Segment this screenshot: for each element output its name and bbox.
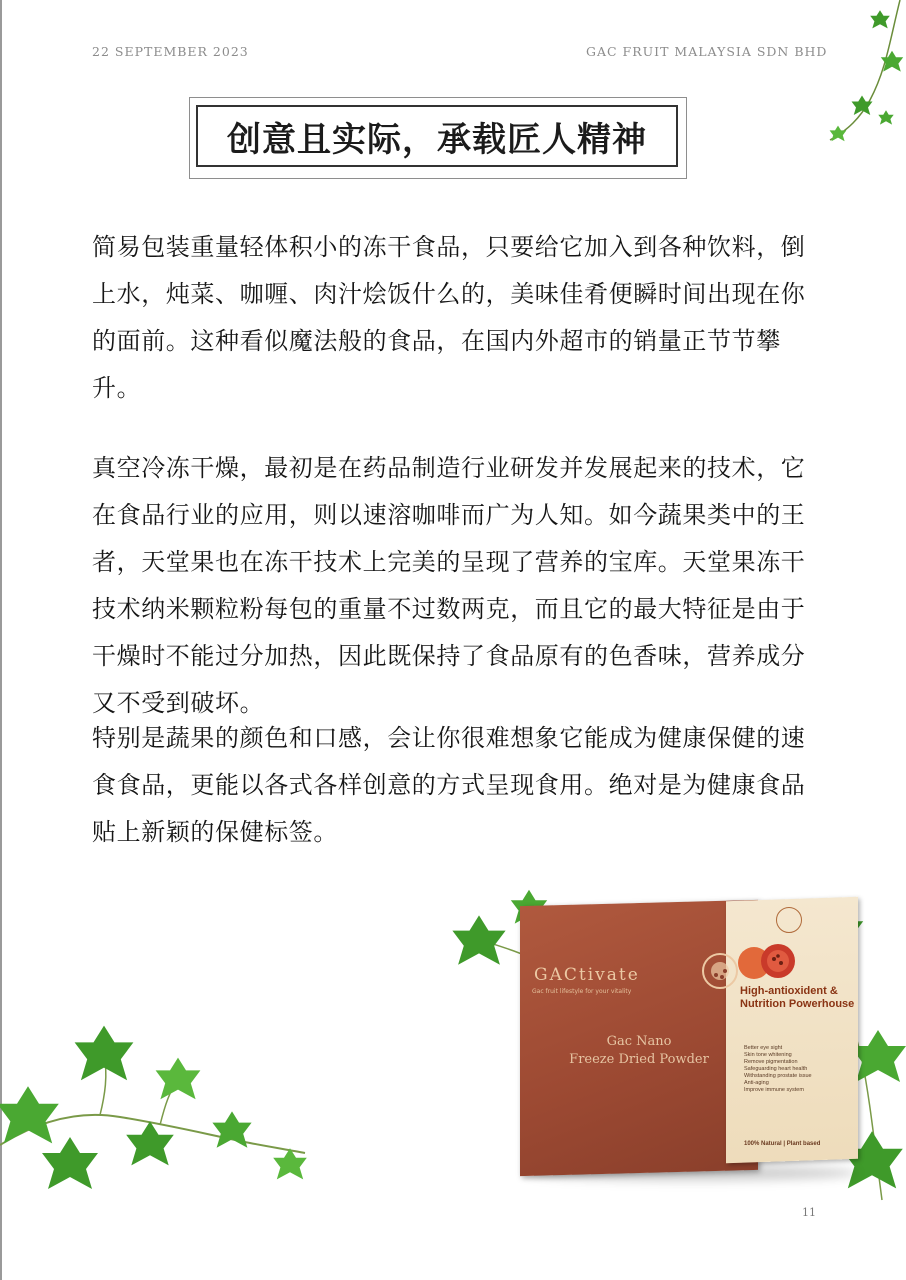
benefit-item: Withstanding prostate issue bbox=[744, 1073, 812, 1079]
ivy-leaf-icon bbox=[0, 1086, 59, 1143]
ivy-leaf-icon bbox=[830, 126, 847, 142]
benefit-item: Remove pigmentation bbox=[744, 1059, 798, 1065]
benefit-item: Better eye sight bbox=[744, 1045, 783, 1051]
product-brand: GACtivate bbox=[534, 965, 640, 985]
header-company: GAC FRUIT MALAYSIA SDN BHD bbox=[586, 44, 828, 59]
benefit-item: Anti-aging bbox=[744, 1080, 769, 1086]
product-box-side bbox=[726, 897, 858, 1164]
ivy-leaf-icon bbox=[126, 1121, 174, 1165]
benefit-item: Safeguarding heart health bbox=[744, 1066, 808, 1072]
product-box bbox=[510, 895, 870, 1185]
natural-label: 100% Natural | Plant based bbox=[744, 1141, 821, 1147]
ivy-bottom-left bbox=[0, 1025, 320, 1205]
title-frame bbox=[189, 97, 687, 179]
benefit-item: Skin tone whitening bbox=[744, 1052, 792, 1058]
ivy-leaf-icon bbox=[156, 1058, 201, 1100]
ivy-leaf-icon bbox=[42, 1137, 98, 1189]
ivy-leaf-icon bbox=[870, 10, 890, 28]
ivy-leaf-icon bbox=[75, 1026, 134, 1081]
ivy-top-right bbox=[820, 0, 906, 170]
gac-fruit-photo-icon bbox=[736, 939, 802, 983]
ivy-leaf-icon bbox=[878, 110, 893, 124]
product-name-line2: Freeze Dried Powder bbox=[569, 1052, 709, 1067]
paragraph-3: 特别是蔬果的颜色和口感，会让你很难想象它能成为健康保健的速食食品，更能以各式各样创意的方式呈现食用。绝对是为健康食品贴上新颖的保健标签。 bbox=[92, 724, 806, 846]
paragraph-2: 真空冷冻干燥，最初是在药品制造行业研发并发展起来的技术，它在食品行业的应用，则以速溶咖啡而广为人知。如今蔬果类中的王者，天堂果也在冻干技术上完美的呈现了营养的宝库。天堂果冻干技术纳米颗粒粉每包的重量不过数两克，而且它的最大特征是由于干燥时不能过分加热，因此既保持了食品原有的色香味，营养成分又不受到破坏。 bbox=[92, 454, 806, 717]
product-name bbox=[544, 1033, 734, 1069]
page-title: 创意且实际，承载匠人精神 bbox=[196, 105, 678, 167]
page-number: 11 bbox=[802, 1206, 816, 1219]
header-date: 22 SEPTEMBER 2023 bbox=[92, 44, 249, 59]
paragraph-1: 简易包装重量轻体积小的冻干食品，只要给它加入到各种饮料，倒上水，炖菜、咖喱、肉汁烩饭什么的，美味佳肴便瞬时间出现在你的面前。这种看似魔法般的食品，在国内外超市的销量正节节攀升。 bbox=[92, 233, 806, 402]
product-headline: High-antioxident & Nutrition Powerhouse bbox=[740, 985, 855, 1010]
benefit-list bbox=[744, 1045, 856, 1094]
product-name-line1: Gac Nano bbox=[606, 1034, 672, 1049]
ivy-leaf-icon bbox=[881, 51, 903, 72]
ivy-leaf-icon bbox=[452, 915, 505, 964]
quality-seal-icon bbox=[776, 907, 802, 933]
product-tagline: Gac fruit lifestyle for your vitality bbox=[532, 988, 632, 995]
benefit-item: Improve immune system bbox=[744, 1087, 804, 1093]
ivy-leaf-icon bbox=[212, 1111, 251, 1147]
